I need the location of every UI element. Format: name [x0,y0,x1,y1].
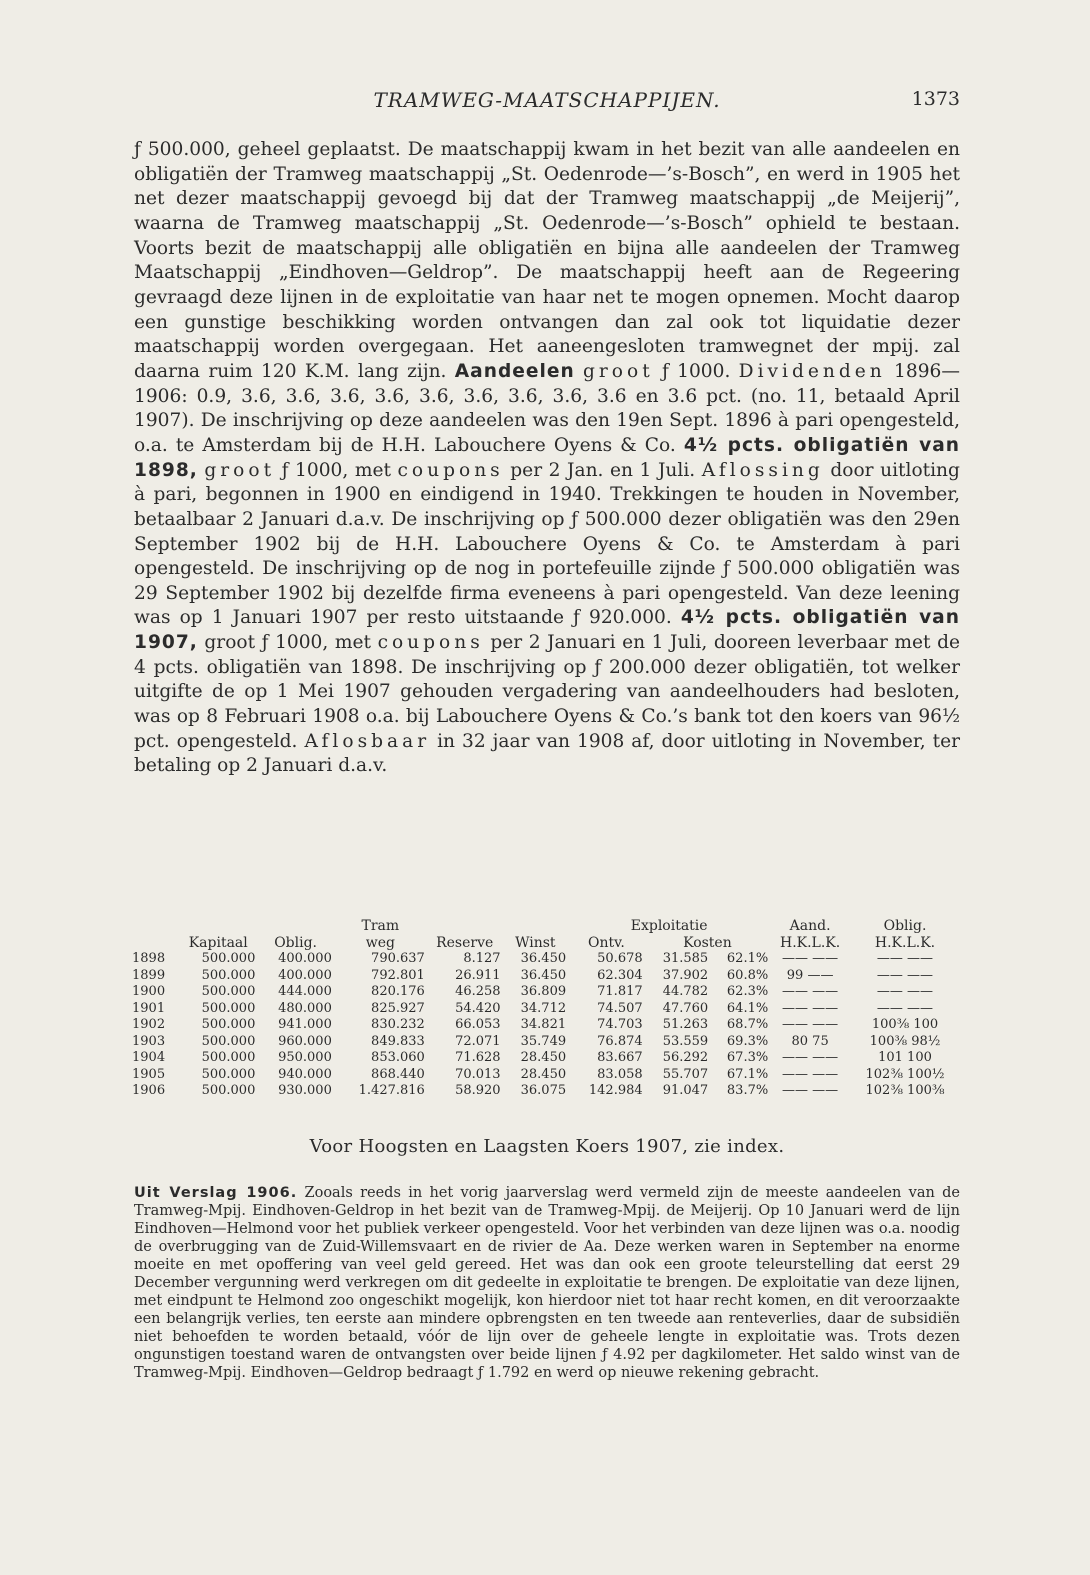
table-header-cell: Reserve [436,934,494,951]
table-cell: 67.3% [726,1050,769,1065]
table-cell: 950.000 [278,1050,332,1065]
table-cell: 500.000 [201,1000,256,1016]
table-cell: 71.628 [455,1050,501,1065]
table-row [130,984,960,1001]
table-row [130,1083,960,1100]
table-cell: 56.292 [662,1050,709,1065]
text-run: ƒ 500.000, geheel geplaatst. De maatschappij kwam in het bezit van alle aandeelen en obligatiën der Tramweg maatschappij „St. Oedenrode—’s-Bosch”, en werd in 1905 het net dezer maatschappij gevoegd bij dat der Tramweg maatschappij „de Meijerij”, waarna de Tramweg maatschappij „St. Oedenrode—’s-Bosch” ophield te bestaan. Voorts bezit de maatschappij alle obligatiën en bijna alle aandeelen der Tramweg Maatschappij „Eindhoven—Geldrop”. De maatschappij heeft aan de Regeering gevraagd deze lijnen in de exploitatie van haar net te mogen opnemen. Mocht daarop een gunstige beschikking worden ontvangen dan zal ook tot liquidatie dezer maatschappij worden overgegaan. Het aaneengesloten tramwegnet der mpij. zal daarna ruim 120 K.M. lang zijn. [134,139,960,382]
table-cell: 83.7% [726,1083,769,1098]
report-paragraph [134,1184,960,1383]
table-cell: 36.450 [520,967,567,983]
table-cell: 400.000 [278,967,332,983]
table-cell: 68.7% [726,1017,769,1032]
table-header-cell: Kapitaal [188,934,248,951]
table-cell: 100⅜ 100 [871,1017,939,1032]
text-run: per 2 Januari en 1 Juli, dooreen leverbaar met de 4 pcts. obligatiën van 1898. De inschrijving op ƒ 200.000 dezer obligatiën, tot welker uitgifte de op 1 Mei 1907 gehouden vergadering van aandeelhouders had besloten, was op 8 Februari 1908 o.a. bij Labouchere Oyens & Co.’s bank tot den koers van 96½ pct. opengesteld. [134,632,960,752]
table-cell: —— —— [876,984,934,999]
page-header [134,88,960,118]
table-row [130,1001,960,1018]
heading-aflossing: Aflossing [701,459,824,481]
table-cell: —— —— [782,1050,839,1065]
table-cell: 790.637 [371,951,425,966]
table-cell: —— —— [782,951,839,966]
table-cell: 500.000 [201,1083,256,1098]
table-cell: 83.058 [597,1066,643,1082]
table-cell: 67.1% [726,1066,769,1082]
table-header-cell: Exploitatie [630,918,708,934]
table-cell: 500.000 [201,1033,256,1049]
table-cell: 820.176 [371,984,425,999]
main-text [134,138,960,779]
table-header-cell: Oblig. [883,918,927,934]
table-cell: 50.678 [597,951,643,966]
table-cell: 940.000 [278,1066,332,1082]
table-cell: 62.1% [726,951,769,966]
table-cell: 72.071 [455,1033,501,1049]
text-run: groot [204,459,276,481]
table-cell: 400.000 [278,951,332,966]
table-header-cell [179,918,257,935]
heading-obligatien-1907: 4½ pcts. obligatiën van 1907, [134,607,960,654]
table-row [130,968,960,985]
table-cell: —— —— [782,1017,839,1032]
table-cell: 500.000 [201,967,256,983]
table-cell: 62.3% [726,984,769,999]
table-row [130,1050,960,1067]
table-cell: 35.749 [520,1033,567,1049]
table-cell: —— —— [782,1083,839,1098]
table-cell: —— —— [876,1000,934,1016]
table-cell: 53.559 [662,1033,709,1049]
table-header-cell [257,918,334,935]
table-cell: 849.833 [371,1033,425,1049]
table-cell: 51.263 [662,1017,709,1032]
table-cell: 74.507 [597,1000,643,1016]
table-cell: 500.000 [201,1066,256,1082]
table-cell: 1900 [132,984,166,999]
table-cell: 830.232 [371,1017,425,1032]
table-cell: 480.000 [278,1000,332,1016]
table-cell: 500.000 [201,984,256,999]
table-cell: 142.984 [588,1083,643,1098]
table-header-cell [503,918,569,935]
heading-obligatien-1898: 4½ pcts. obligatiën van 1898, [134,434,960,481]
text-run: per 2 Jan. en 1 Juli. [510,459,696,481]
annual-report-excerpt [134,1184,960,1383]
table-cell: 500.000 [201,951,256,966]
table-cell: 868.440 [371,1066,425,1082]
financial-table [130,918,960,1100]
text-run: coupons [397,459,504,481]
text-run: door uitloting à pari, begonnen in 1900 en eindigend in 1940. Trekkingen te houden in November, betaalbaar 2 Januari d.a.v. De inschrijving op ƒ 500.000 dezer obligatiën was den 29en September 1902 bij de H.H. Labouchere Oyens & Co. te Amsterdam à pari opengesteld. De inschrijving op de nog in portefeuille zijnde ƒ 500.000 obligatiën was 29 September 1902 bij dezelfde firma eveneens à pari opengesteld. Van deze leening was op 1 Januari 1907 per resto uitstaande ƒ 920.000. [134,459,960,629]
table-cell: 91.047 [662,1083,709,1098]
table-header-cell: Kosten [683,934,732,951]
table-cell: 28.450 [520,1050,567,1065]
table-cell: 83.667 [597,1050,643,1065]
table-header-row [130,918,960,935]
table-cell: 100⅜ 98½ [869,1033,941,1049]
table-cell: 1899 [132,967,166,983]
table-cell: 62.304 [597,967,643,983]
text-run: in 32 jaar van 1908 af, door uitloting in November, ter betaling op 2 Januari d.a.v. [134,730,961,777]
table-cell: 1898 [132,951,166,966]
table-cell: 58.920 [455,1083,501,1098]
table-cell: 76.874 [597,1033,643,1049]
table-header-cell: Tram [361,918,400,934]
table-header-cell [427,918,503,935]
table-cell: 1.427.816 [358,1083,425,1098]
table-cell: 1906 [132,1083,166,1098]
table-cell: 60.8% [726,967,769,983]
table-header-cell: H.K.L.K. [779,934,841,951]
table-header-cell [130,918,179,935]
table-cell: 1905 [132,1066,166,1082]
table-cell: 930.000 [278,1083,332,1098]
table-cell: —— —— [876,951,934,966]
table-cell: 792.801 [371,967,425,983]
table-row [130,1067,960,1084]
table-cell: 37.902 [662,967,709,983]
table-cell: 825.927 [371,1000,425,1016]
table-header-cell: H.K.L.K. [874,934,936,951]
table-row [130,951,960,968]
table-cell: 64.1% [726,1000,769,1016]
table-cell: 34.821 [520,1017,567,1032]
table-cell: —— —— [782,984,839,999]
table-cell: 500.000 [201,1050,256,1065]
table-cell: 1904 [132,1050,166,1065]
table-cell: 44.782 [662,984,709,999]
table-cell: 36.450 [520,951,567,966]
table-cell: 36.809 [520,984,567,999]
table-header-cell: Aand. [789,918,831,934]
table-cell: 34.712 [520,1000,567,1016]
table-cell: 54.420 [455,1000,501,1016]
table-cell: 101 100 [878,1050,932,1065]
table-cell: 28.450 [520,1066,567,1082]
table-cell: 36.075 [520,1083,567,1098]
table-cell: 102⅜ 100½ [865,1066,945,1082]
table-cell: 26.911 [455,967,501,983]
table-cell: 55.707 [662,1066,709,1082]
table-cell: 70.013 [455,1066,501,1082]
table-cell: 31.585 [662,951,709,966]
running-title: TRAMWEG-MAATSCHAPPIJEN. [373,88,721,112]
table-cell: 444.000 [278,984,332,999]
table-cell: 1901 [132,1000,166,1016]
text-run: ƒ 1000, met [281,459,391,481]
table-cell: 102⅜ 100⅜ [865,1083,945,1098]
report-heading: Uit Verslag 1906. [134,1185,298,1201]
table-header-cell: Winst [515,934,556,951]
table-header-row [130,935,960,952]
table-cell: 1902 [132,1017,166,1032]
report-text: Zooals reeds in het vorig jaarverslag werd vermeld zijn de meeste aandeelen van de Tramweg-Mpij. Eindhoven-Geldrop in het bezit van de Tramweg-Mpij. de Meijerij. Op 10 Januari werd de lijn Eindhoven—Helmond voor het publiek verkeer opengesteld. Voor het verbinden van deze lijnen was o.a. noodig de overbrugging van de Zuid-Willemsvaart en de rivier de Aa. Deze werken waren in September na enorme moeite en met opoffering van veel geld gereed. Het was dan ook een groote teleurstelling dat eerst 29 December vergunning werd verkregen om dit gedeelte in exploitatie te brengen. De exploitatie van deze lijnen, met eindpunt te Helmond zoo ongeschikt mogelijk, kon hierdoor niet tot haar recht komen, en dit veroorzaakte een belangrijk verlies, ten eerste aan mindere opbrengsten en ten tweede aan renteverlies, daar de subsidiën niet behoefden te worden betaald, vóór de lijn over de geheele lengte in exploitatie was. Trots dezen ongunstigen toestand waren de ontvangsten over beide lijnen ƒ 4.92 per dagkilometer. Het saldo winst van de Tramweg-Mpij. Eindhoven—Geldrop bedraagt ƒ 1.792 en werd op nieuwe rekening gebracht. [134,1185,960,1382]
text-run: groot [583,360,654,382]
heading-aflosbaar: Aflosbaar [304,730,431,752]
page-number: 1373 [911,88,960,110]
table-cell: 941.000 [278,1017,332,1032]
table-header-cell: Ontv. [587,934,625,951]
table-cell: 74.703 [597,1017,643,1032]
table-cell: 853.060 [371,1050,425,1065]
table-cell: 66.053 [455,1017,501,1032]
table-header-cell [130,935,179,952]
table-cell: 71.817 [597,984,643,999]
heading-dividenden: Dividenden [738,360,886,382]
table-cell: 47.760 [662,1000,709,1016]
table-cell: 1903 [132,1033,166,1049]
heading-aandeelen: Aandeelen [454,360,575,382]
table-cell: 69.3% [726,1033,769,1049]
text-run: groot ƒ 1000, met [204,632,371,654]
table-cell: 80 75 [791,1033,829,1049]
table-header-cell: weg [365,934,395,951]
text-run: coupons [377,632,484,654]
table-cell: —— —— [782,1066,839,1082]
table-cell: 46.258 [455,984,501,999]
table-cell: 500.000 [201,1017,256,1032]
table-cell: 99 —— [786,967,834,983]
table-cell: 8.127 [463,951,501,966]
table-cell: 960.000 [278,1033,332,1049]
table-cell: —— —— [876,967,934,983]
main-paragraph [134,138,960,779]
table-caption: Voor Hoogsten en Laagsten Koers 1907, zie index. [309,1136,785,1157]
text-run: ƒ 1000. [661,360,731,382]
table-row [130,1034,960,1051]
table-cell: —— —— [782,1000,839,1016]
text-run: 1896—1906: 0.9, 3.6, 3.6, 3.6, 3.6, 3.6, 3.6, 3.6, 3.6, 3.6 en 3.6 pct. (no. 11, betaald April 1907). De inschrijving op deze aandeelen was den 19en Sept. 1896 à pari opengesteld, o.a. te Amsterdam bij de H.H. Labouchere Oyens & Co. [134,360,960,456]
table-header-cell: Oblig. [274,934,317,951]
table-row [130,1017,960,1034]
